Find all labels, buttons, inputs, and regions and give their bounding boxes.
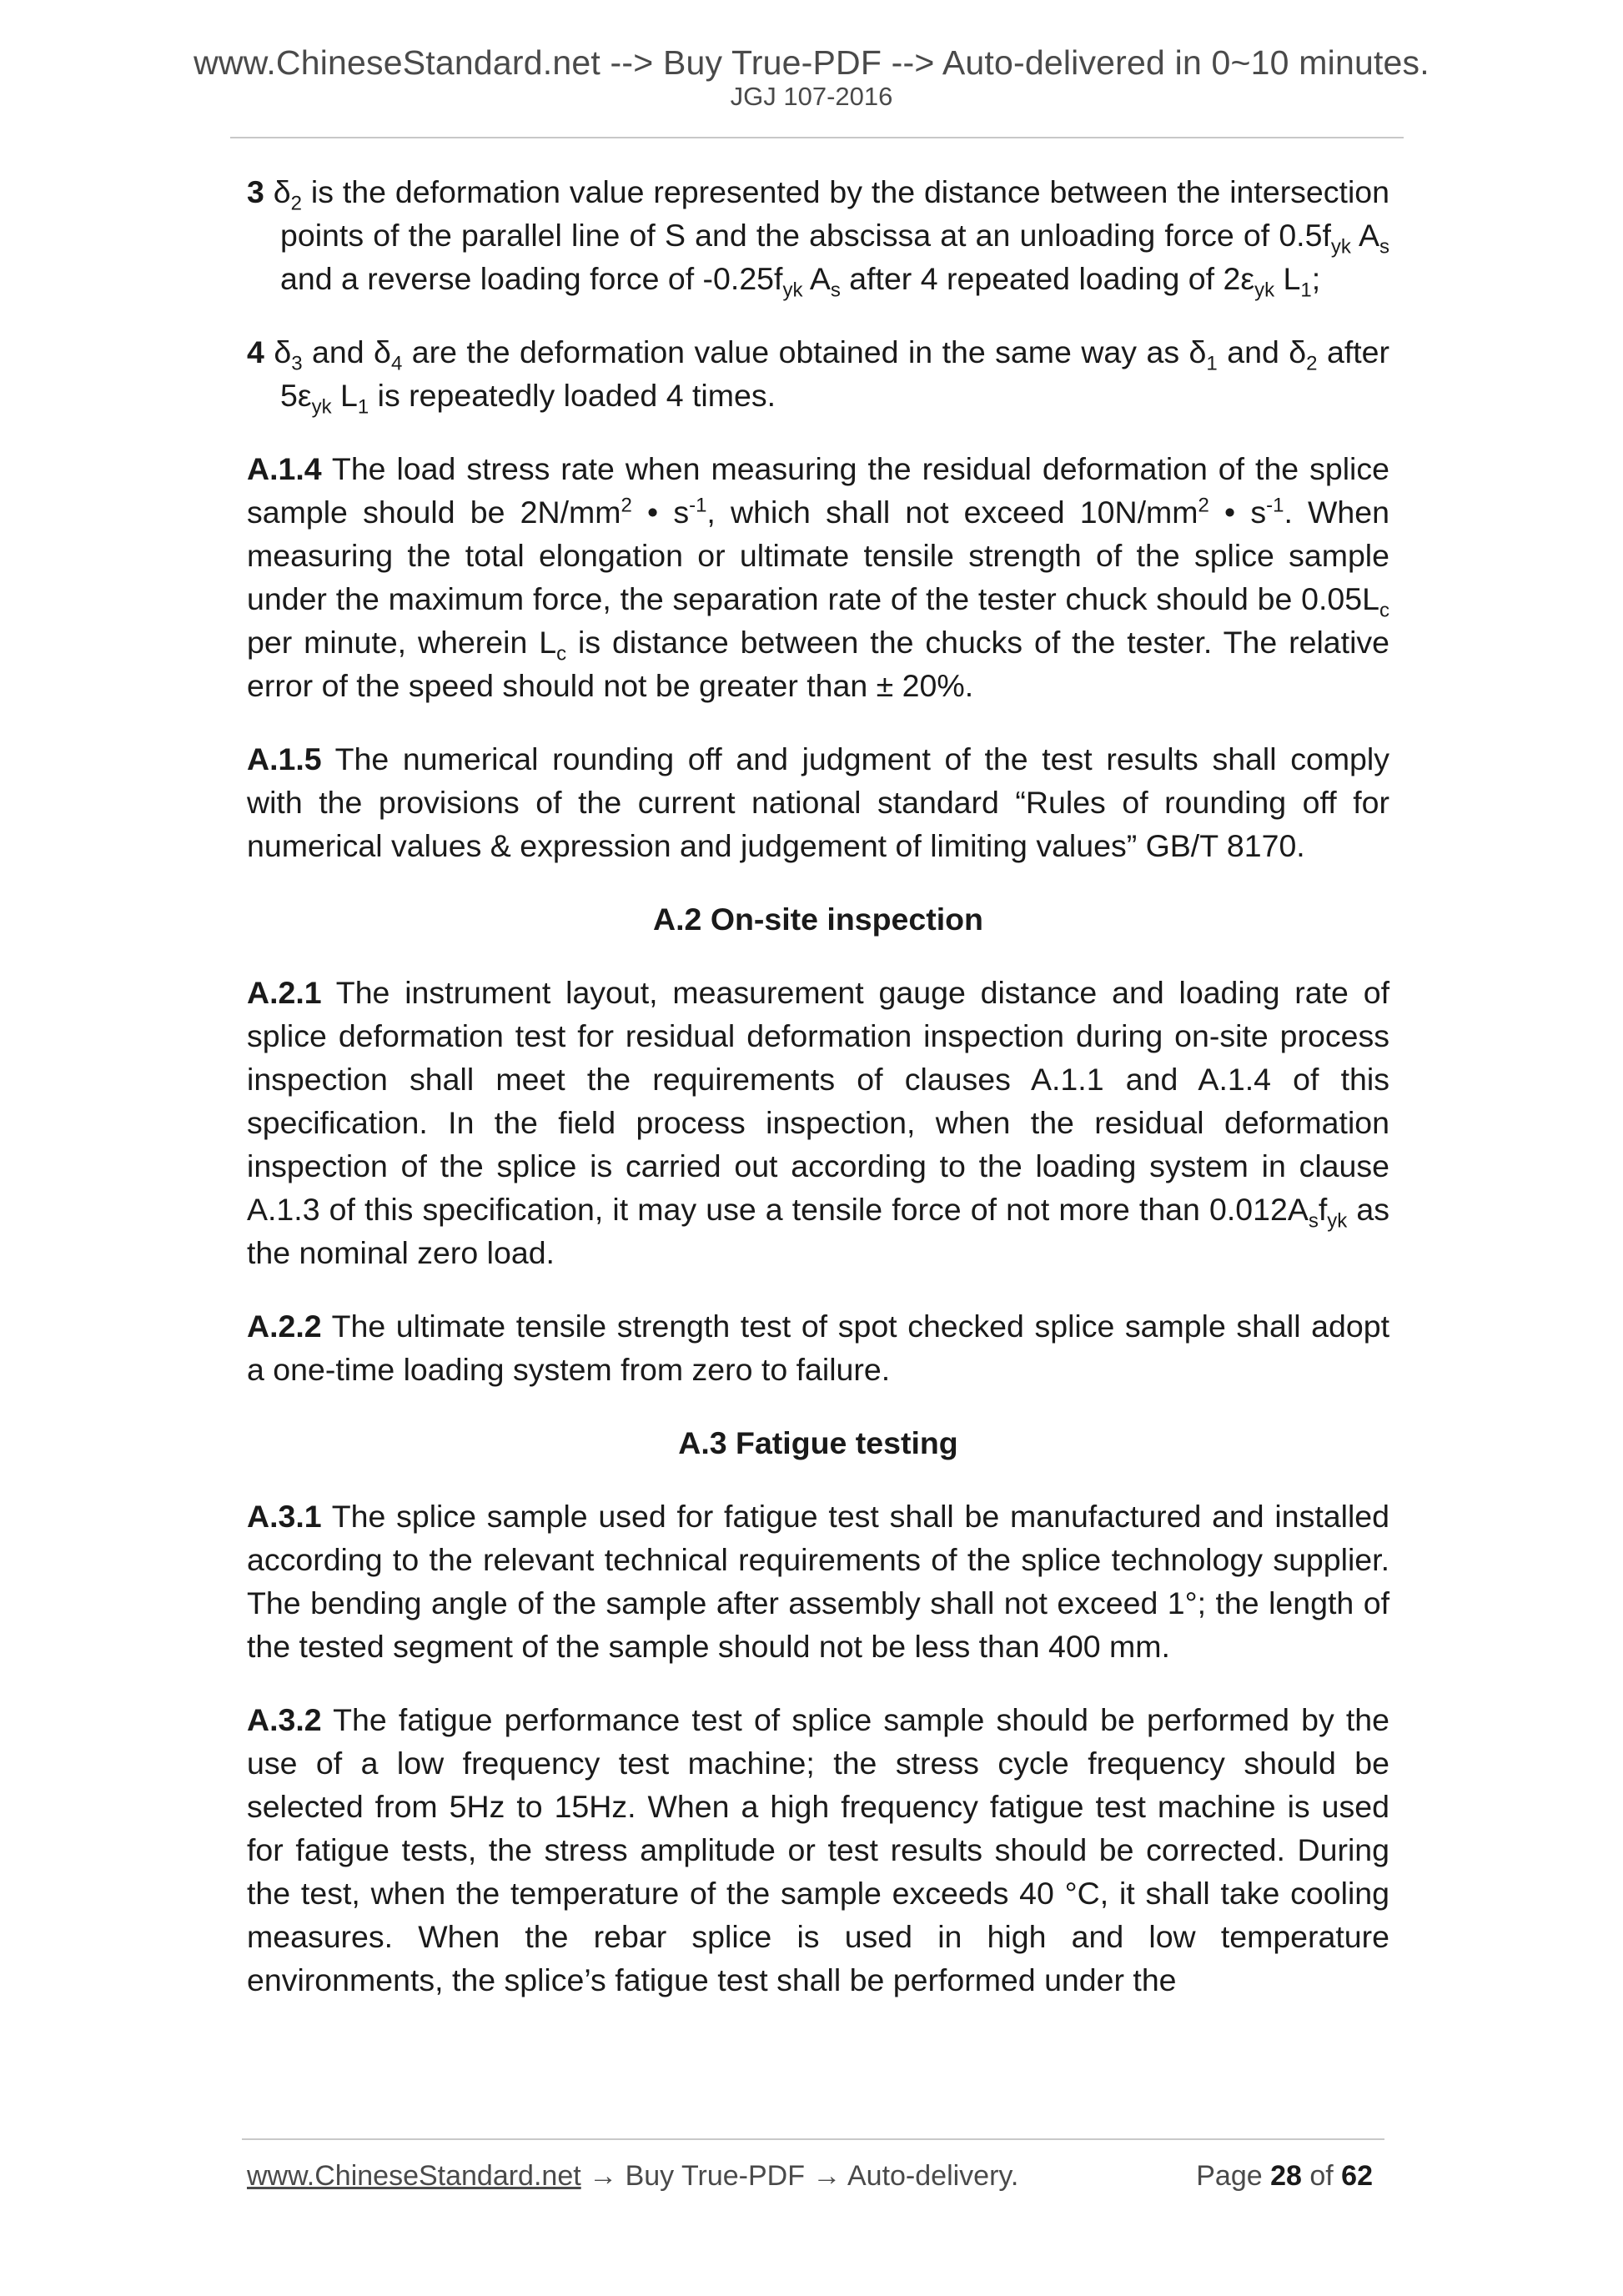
subscript: 1 <box>1300 279 1312 302</box>
page-content <box>247 170 1389 2032</box>
subscript: 2 <box>1306 352 1318 375</box>
superscript: 2 <box>621 494 632 517</box>
header-banner: www.ChineseStandard.net --> Buy True-PDF --> Auto-delivered in 0~10 minutes. <box>193 43 1430 82</box>
text: is repeatedly loaded 4 times. <box>369 378 776 413</box>
subscript: 1 <box>1206 352 1218 375</box>
clause-a-3-1 <box>247 1495 1389 1668</box>
text: after 5ε <box>280 334 1390 413</box>
page-footer <box>247 2160 1389 2202</box>
text: and a reverse loading force of -0.25f <box>280 261 783 296</box>
text: • s <box>1208 495 1267 530</box>
footer-divider <box>242 2138 1384 2140</box>
clause-a-2-1 <box>247 971 1389 1274</box>
subscript: yk <box>1327 1209 1348 1233</box>
clause-a-3-2 <box>247 1698 1389 2002</box>
text: after 4 repeated loading of 2ε <box>840 261 1255 296</box>
text: and δ <box>302 334 391 369</box>
page-indicator <box>1196 2160 1373 2193</box>
text: • s <box>631 495 690 530</box>
clause-number: A.1.5 <box>247 741 322 776</box>
subscript: s <box>1379 235 1389 259</box>
page-number: 28 <box>1270 2160 1302 2192</box>
header-divider <box>230 137 1404 138</box>
clause-number: A.3.2 <box>247 1702 322 1737</box>
subscript: 4 <box>390 352 403 375</box>
clause-a-1-5 <box>247 737 1389 867</box>
text: , which shall not exceed 10N/mm <box>706 495 1198 530</box>
text: The numerical rounding off and judgment of the test results shall comply with the provisions of the current national standard “Rules of rounding off for numerical values & expression and judgement of limiting values” GB/T 8170. <box>247 741 1389 863</box>
subscript: 1 <box>357 395 369 419</box>
text: L <box>331 378 358 413</box>
text: ; <box>1311 261 1321 296</box>
item-number: 4 <box>247 334 264 369</box>
of-label: of <box>1301 2160 1342 2192</box>
subscript: c <box>556 642 567 666</box>
text: The fatigue performance test of splice sample should be performed by the use of a low frequency test machine; the stress cycle frequency should be selected from 5Hz to 15Hz. When a high frequency fatigue test machine is used for fatigue tests, the stress amplitude or test results should be corrected. During the test, when the temperature of the sample exceeds 40 °C, it shall take cooling measures. When the rebar splice is used in high and low temperature environments, the splice’s fatigue test shall be performed under the <box>247 1702 1389 1997</box>
text: f <box>1318 1192 1328 1227</box>
clause-number: A.1.4 <box>247 451 322 486</box>
site-link[interactable]: www.ChineseStandard.net <box>247 2160 581 2192</box>
list-item-3 <box>247 170 1389 300</box>
text: is distance between the chucks of the tester. The relative error of the speed should not be greater than ± 20%. <box>247 625 1390 703</box>
subscript: yk <box>782 279 803 302</box>
clause-number: A.2.2 <box>247 1309 322 1344</box>
list-item-4 <box>247 330 1389 417</box>
section-heading-a3: A.3 Fatigue testing <box>678 1425 958 1460</box>
subscript: s <box>830 279 841 302</box>
text: The load stress rate when measuring the residual deformation of the splice sample should be 2N/mm <box>247 451 1389 530</box>
superscript: -1 <box>1266 494 1284 517</box>
clause-number: A.2.1 <box>247 975 322 1010</box>
subscript: yk <box>1330 235 1351 259</box>
text: The instrument layout, measurement gauge distance and loading rate of splice deformation test for residual deformation inspection during on-site process inspection shall meet the requirements of clauses A.1.1 and A.1.4 of this specification. In the field process inspection, when the residual deformation inspection of the splice is carried out according to the loading system in clause A.1.3 of this specification, it may use a tensile force of not more than 0.012A <box>247 975 1389 1227</box>
clause-number: A.3.1 <box>247 1499 322 1534</box>
clause-a-2-2 <box>247 1304 1389 1391</box>
text: as the nominal zero load. <box>247 1192 1389 1270</box>
text: and δ <box>1217 334 1307 369</box>
text: L <box>1274 261 1301 296</box>
subscript: c <box>1379 599 1389 622</box>
page-total: 62 <box>1341 2160 1373 2192</box>
text: A <box>1350 218 1379 253</box>
footer-text: → Buy True-PDF → Auto-delivery. <box>580 2160 1019 2192</box>
subscript: s <box>1308 1209 1319 1233</box>
subscript: 3 <box>291 352 303 375</box>
section-heading-a2: A.2 On-site inspection <box>653 902 983 937</box>
document-id: JGJ 107-2016 <box>730 82 893 111</box>
text: A <box>802 261 831 296</box>
text: δ <box>274 334 292 369</box>
item-number: 3 <box>247 174 264 209</box>
superscript: -1 <box>689 494 707 517</box>
text: are the deformation value obtained in the same way as δ <box>402 334 1207 369</box>
clause-a-1-4 <box>247 447 1389 707</box>
text: is the deformation value represented by the distance between the intersection points of the parallel line of S and the abscissa at an unloading force of 0.5f <box>280 174 1389 253</box>
subscript: 2 <box>290 192 302 215</box>
text: δ <box>273 174 291 209</box>
text: The splice sample used for fatigue test shall be manufactured and installed according to the relevant technical requirements of the splice technology supplier. The bending angle of the sample after assembly shall not exceed 1°; the length of the tested segment of the sample should not be less than 400 mm. <box>247 1499 1389 1664</box>
superscript: 2 <box>1198 494 1209 517</box>
footer-left <box>247 2160 1018 2193</box>
subscript: yk <box>1254 279 1275 302</box>
page-label: Page <box>1196 2160 1271 2192</box>
subscript: yk <box>311 395 332 419</box>
text: . When measuring the total elongation or ultimate tensile strength of the splice sample under the maximum force, the separation rate of the tester chuck should be 0.05L <box>247 495 1389 616</box>
text: The ultimate tensile strength test of spot checked splice sample shall adopt a one-time loading system from zero to failure. <box>247 1309 1389 1387</box>
text: per minute, wherein L <box>247 625 557 660</box>
